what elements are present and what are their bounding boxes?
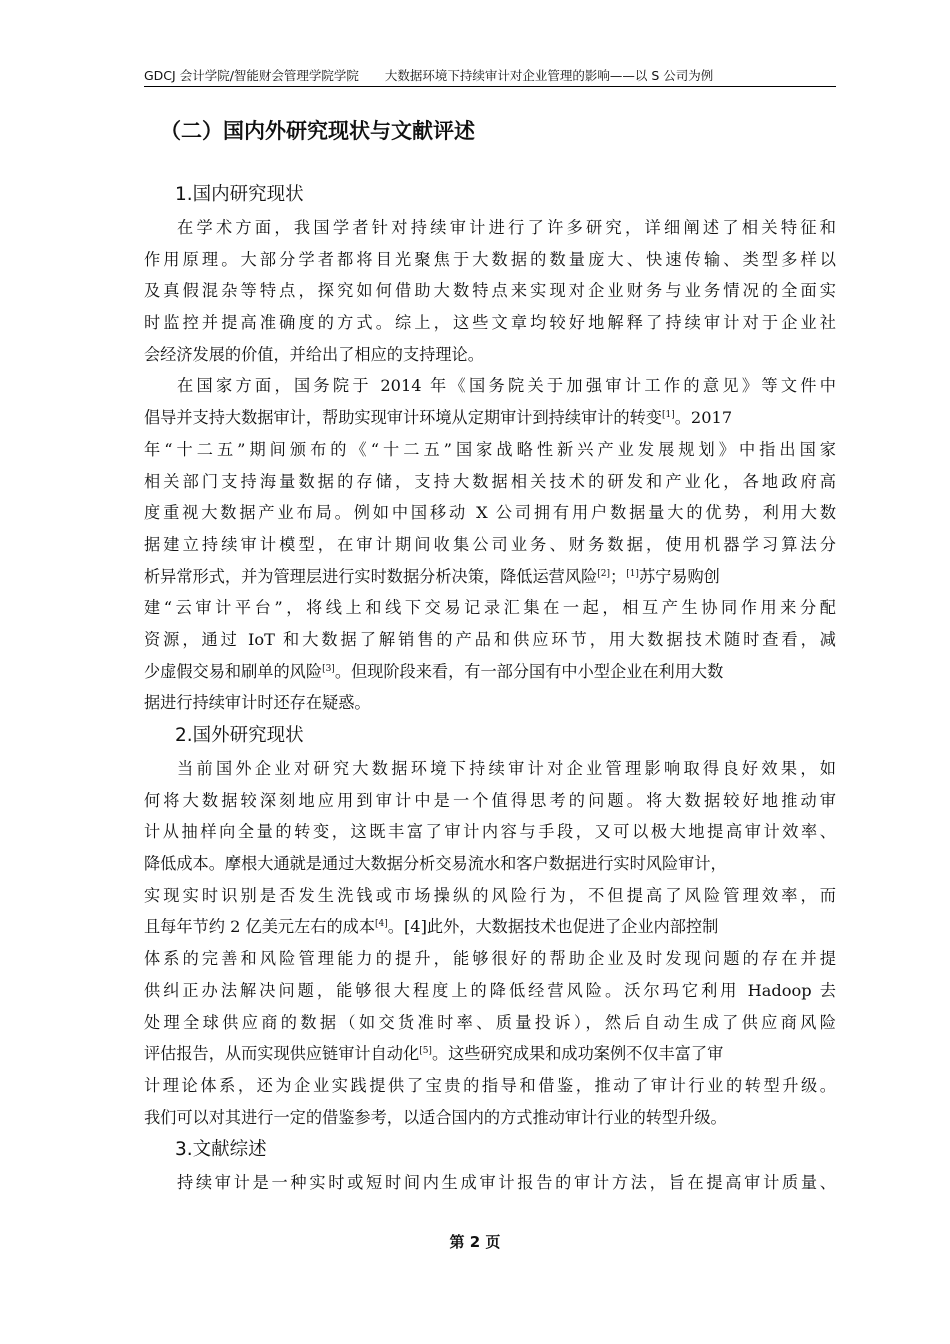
subsection-heading-domestic: 1.国内研究现状	[175, 184, 304, 205]
paragraph-foreign	[144, 753, 836, 1133]
text-segment: 。但现阶段来看，有一部分国有中小型企业在利用大数	[334, 661, 724, 681]
text-line: 计从抽样向全量的转变，这既丰富了审计内容与手段，又可以极大地提高审计效率、	[144, 822, 836, 842]
text-segment: 苏宁易购创	[638, 566, 720, 586]
section-title: （二）国内外研究现状与文献评述	[160, 119, 475, 143]
text-line: 我们可以对其进行一定的借鉴参考，以适合国内的方式推动审计行业的转型升级。	[144, 1107, 727, 1127]
text-line	[144, 911, 836, 943]
text-segment: 。2017	[674, 408, 733, 428]
text-line: 据进行持续审计时还存在疑惑。	[144, 693, 371, 713]
header-thesis-title: 大数据环境下持续审计对企业管理的影响——以 S 公司为例	[384, 68, 714, 83]
page-number: 第 2 页	[449, 1233, 501, 1251]
text-line	[144, 656, 836, 688]
text-line: 实现实时识别是否发生洗钱或市场操纵的风险行为，不但提高了风险管理效率，而	[144, 885, 836, 905]
text-line: 体系的完善和风险管理能力的提升，能够很好的帮助企业及时发现问题的存在并提	[144, 949, 836, 969]
text-line: 持续审计是一种实时或短时间内生成审计报告的审计方法，旨在提高审计质量、	[177, 1173, 836, 1193]
text-line: 时监控并提高准确度的方式。综上，这些文章均较好地解释了持续审计对于企业社	[144, 313, 836, 333]
citation-mark: [5]	[419, 1046, 432, 1057]
text-line: 在国家方面，国务院于 2014 年《国务院关于加强审计工作的意见》等文件中	[177, 376, 836, 396]
paragraph-review	[144, 1167, 836, 1199]
text-segment: 。这些研究成果和成功案例不仅丰富了审	[431, 1044, 724, 1064]
text-segment: 倡导并支持大数据审计，帮助实现审计环境从定期审计到持续审计的转变	[144, 408, 662, 428]
citation-mark: [1]	[662, 410, 675, 421]
text-line: 在学术方面，我国学者针对持续审计进行了许多研究，详细阐述了相关特征和	[177, 218, 836, 237]
body-content	[144, 178, 836, 1199]
text-line: 计理论体系，还为企业实践提供了宝贵的指导和借鉴，推动了审计行业的转型升级。	[144, 1075, 836, 1095]
text-line: 年“十二五”期间颁布的《“十二五”国家战略性新兴产业发展规划》中指出国家	[144, 439, 836, 459]
text-segment: 少虚假交易和刷单的风险	[144, 661, 323, 681]
citation-mark: [3]	[322, 663, 335, 674]
text-line: 建“云审计平台”，将线上和线下交易记录汇集在一起，相互产生协同作用来分配	[144, 598, 836, 618]
subsection-heading-review: 3.文献综述	[175, 1139, 267, 1161]
header-school: GDCJ 会计学院/智能财会管理学院学院	[144, 68, 359, 83]
text-line	[144, 561, 836, 593]
text-line: 供纠正办法解决问题，能够很大程度上的降低经营风险。沃尔玛它利用 Hadoop 去	[144, 980, 836, 1000]
text-segment: ；	[610, 566, 627, 586]
text-line: 资源，通过 IoT 和大数据了解销售的产品和供应环节，用大数据技术随时查看，减	[144, 629, 836, 649]
paragraph-academic	[144, 212, 836, 370]
text-line: 会经济发展的价值，并给出了相应的支持理论。	[144, 344, 484, 364]
text-line: 何将大数据较深刻地应用到审计中是一个值得思考的问题。将大数据较好地推动审	[144, 790, 836, 810]
text-line	[144, 402, 836, 434]
citation-mark: [1]	[626, 568, 639, 579]
text-line: 处理全球供应商的数据（如交货准时率、质量投诉），然后自动生成了供应商风险	[144, 1012, 836, 1032]
paragraph-national	[144, 370, 836, 719]
text-segment: 且每年节约 2 亿美元左右的成本	[144, 917, 376, 937]
text-segment: 评估报告，从而实现供应链审计自动化	[144, 1044, 420, 1064]
text-line: 降低成本。摩根大通就是通过大数据分析交易流水和客户数据进行实时风险审计，	[144, 854, 727, 874]
running-header	[144, 66, 836, 87]
citation-mark: [4]	[375, 919, 388, 930]
text-line: 及真假混杂等特点，探究如何借助大数特点来实现对企业财务与业务情况的全面实	[144, 281, 836, 301]
text-segment: 。[4]此外，大数据技术也促进了企业内部控制	[387, 917, 719, 937]
text-segment: 析异常形式，并为管理层进行实时数据分析决策，降低运营风险	[144, 566, 598, 586]
text-line: 度重视大数据产业布局。例如中国移动 X 公司拥有用户数据量大的优势，利用大数	[144, 503, 836, 523]
subsection-heading-foreign: 2.国外研究现状	[175, 725, 304, 746]
text-line: 相关部门支持海量数据的存储，支持大数据相关技术的研发和产业化，各地政府高	[144, 471, 836, 491]
text-line	[144, 1038, 836, 1070]
text-line: 据建立持续审计模型，在审计期间收集公司业务、财务数据，使用机器学习算法分	[144, 534, 836, 554]
citation-mark: [2]	[597, 568, 610, 579]
text-line: 当前国外企业对研究大数据环境下持续审计对企业管理影响取得良好效果，如	[177, 759, 836, 778]
text-line: 作用原理。大部分学者都将目光聚焦于大数据的数量庞大、快速传输、类型多样以	[144, 249, 836, 269]
